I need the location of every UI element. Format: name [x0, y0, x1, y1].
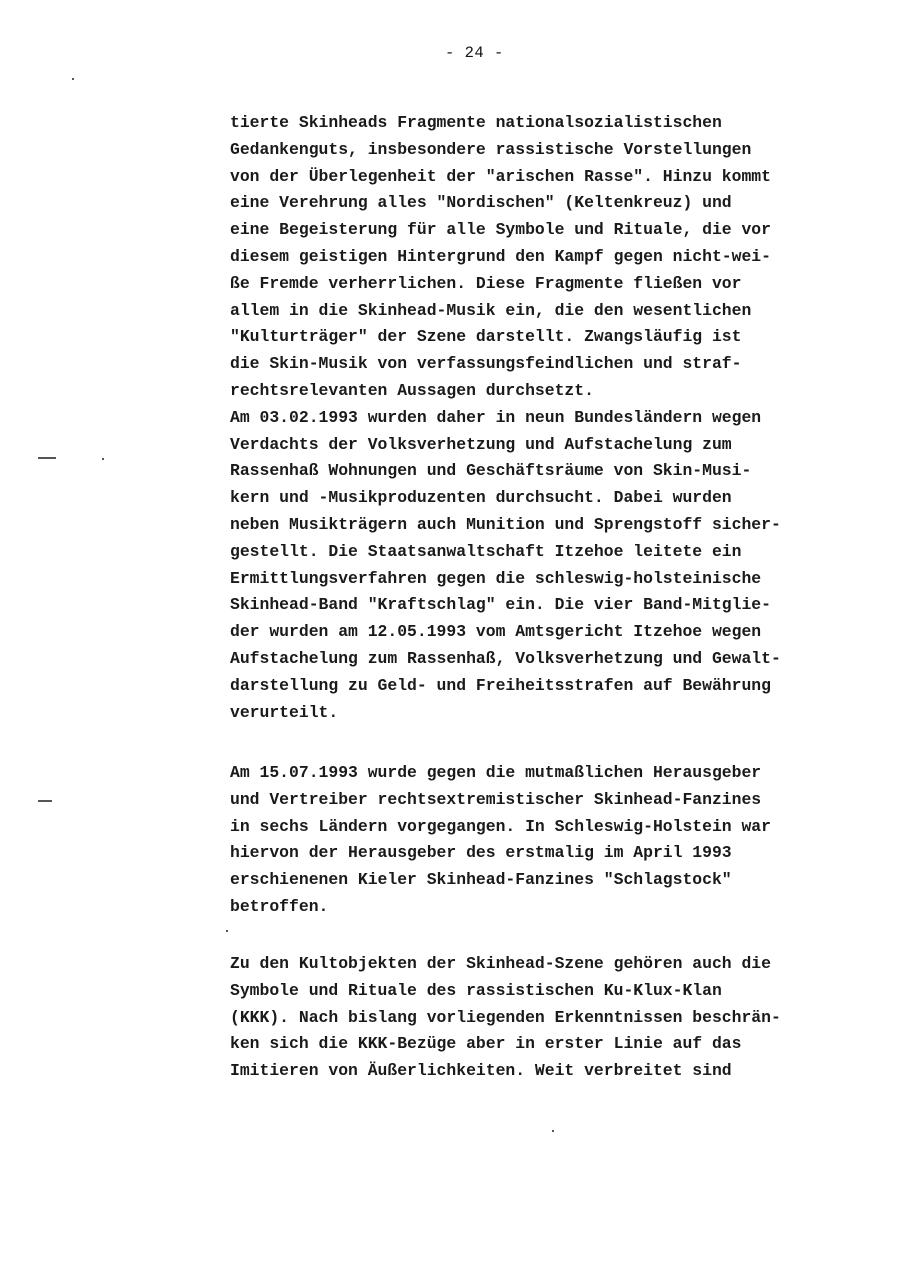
text-line: Ermittlungsverfahren gegen die schleswig-holsteinische: [230, 568, 762, 588]
text-line: (KKK). Nach bislang vorliegenden Erkenntnissen beschrän-: [230, 1007, 781, 1027]
page-number: - 24 -: [445, 44, 504, 62]
text-line: ken sich die KKK-Bezüge aber in erster Linie auf das: [230, 1034, 742, 1054]
text-line: ße Fremde verherrlichen. Diese Fragmente fließen vor: [230, 273, 742, 293]
text-line: allem in die Skinhead-Musik ein, die den wesentlichen: [230, 300, 752, 320]
text-line: diesem geistigen Hintergrund den Kampf gegen nicht-wei-: [230, 246, 771, 266]
text-line: gestellt. Die Staatsanwaltschaft Itzehoe leitete ein: [230, 541, 742, 561]
text-line: hiervon der Herausgeber des erstmalig im April 1993: [230, 843, 732, 863]
text-line: Verdachts der Volksverhetzung und Aufstachelung zum: [230, 434, 732, 454]
scan-mark: [102, 458, 104, 460]
text-line: von der Überlegenheit der "arischen Rasse". Hinzu kommt: [230, 166, 771, 186]
scan-mark: [72, 78, 74, 80]
paragraph-2: [230, 760, 860, 921]
text-line: verurteilt.: [230, 702, 339, 722]
text-line: tierte Skinheads Fragmente nationalsozialistischen: [230, 113, 722, 132]
scan-mark: [552, 1130, 554, 1132]
text-line: Zu den Kultobjekten der Skinhead-Szene gehören auch die: [230, 954, 771, 973]
text-line: Am 15.07.1993 wurde gegen die mutmaßlichen Herausgeber: [230, 763, 762, 782]
paragraph-1: [230, 110, 860, 726]
text-line: erschienenen Kieler Skinhead-Fanzines "Schlagstock": [230, 870, 732, 890]
text-line: und Vertreiber rechtsextremistischer Skinhead-Fanzines: [230, 789, 762, 809]
scan-mark: [38, 800, 52, 802]
text-line: betroffen.: [230, 896, 329, 916]
text-line: eine Begeisterung für alle Symbole und Rituale, die vor: [230, 220, 771, 240]
scan-mark: [226, 930, 228, 932]
text-line: in sechs Ländern vorgegangen. In Schleswig-Holstein war: [230, 816, 771, 836]
text-line: der wurden am 12.05.1993 vom Amtsgericht Itzehoe wegen: [230, 622, 762, 642]
text-line: eine Verehrung alles "Nordischen" (Keltenkreuz) und: [230, 193, 732, 213]
text-line: neben Musikträgern auch Munition und Sprengstoff sicher-: [230, 514, 781, 534]
text-line: rechtsrelevanten Aussagen durchsetzt.: [230, 380, 594, 400]
text-line: kern und -Musikproduzenten durchsucht. Dabei wurden: [230, 488, 732, 508]
text-line: Aufstachelung zum Rassenhaß, Volksverhetzung und Gewalt-: [230, 648, 781, 668]
text-line: die Skin-Musik von verfassungsfeindlichen und straf-: [230, 354, 742, 374]
paragraph-3: [230, 951, 860, 1085]
text-line: Symbole und Rituale des rassistischen Ku-Klux-Klan: [230, 980, 722, 1000]
text-line: Rassenhaß Wohnungen und Geschäftsräume von Skin-Musi-: [230, 461, 752, 481]
text-line: Gedankenguts, insbesondere rassistische Vorstellungen: [230, 139, 752, 159]
text-line: Imitieren von Äußerlichkeiten. Weit verbreitet sind: [230, 1061, 732, 1081]
text-line: Am 03.02.1993 wurden daher in neun Bundesländern wegen: [230, 407, 762, 427]
scan-mark: [38, 457, 56, 459]
text-line: darstellung zu Geld- und Freiheitsstrafen auf Bewährung: [230, 675, 771, 695]
text-line: "Kulturträger" der Szene darstellt. Zwangsläufig ist: [230, 327, 742, 347]
text-line: Skinhead-Band "Kraftschlag" ein. Die vier Band-Mitglie-: [230, 595, 771, 615]
